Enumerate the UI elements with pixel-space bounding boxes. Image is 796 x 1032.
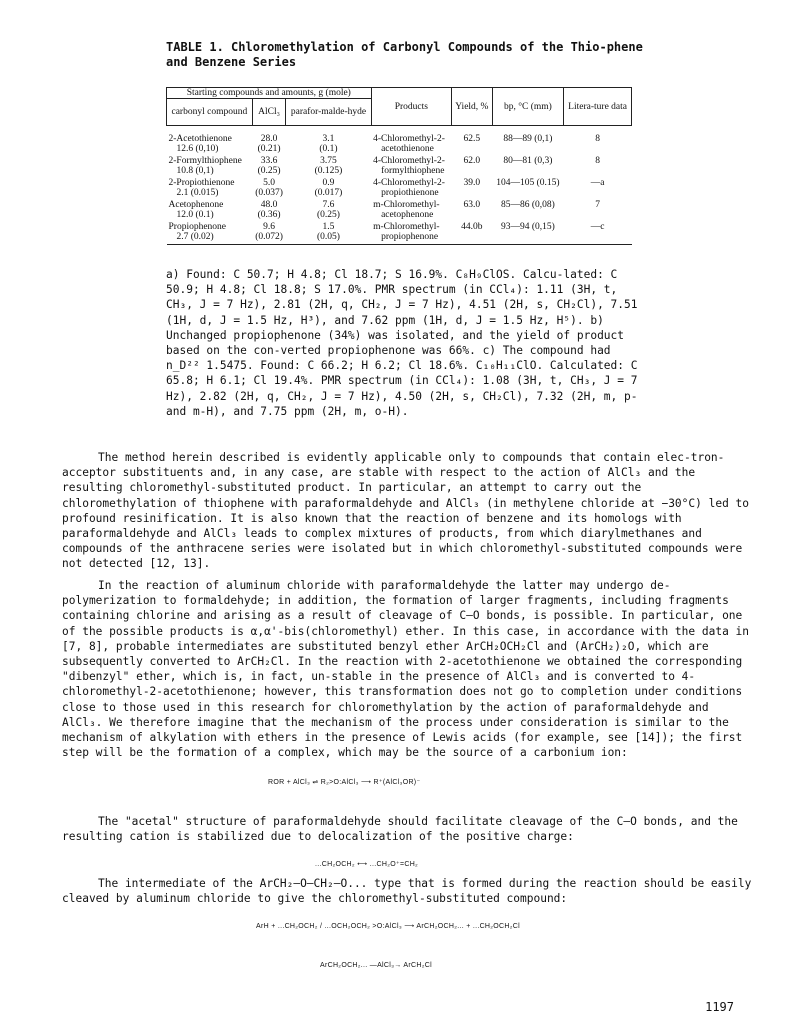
product-name-cont: formylthiophene: [381, 166, 445, 176]
alcl3-amount: 28.0: [260, 134, 278, 144]
product-name: m-Chloromethyl-: [373, 222, 440, 232]
paraform-mole: (0.25): [317, 210, 340, 220]
paragraph-text: In the reaction of aluminum chloride with paraformaldehyde the latter may undergo de-polymerization to formaldehyde; in addition, the formation of larger fragments, including fragments containing chlorine and arising as a result of cleavage of C—O bonds, is possible. In particular, one of the possible products is α,α'-bis(chloromethyl) ether. In this case, in accordance with the data in [7, 8], probable intermediates are substituted benzyl ether ArCH₂OCH₂Cl and (ArCH₂)₂O, which are subsequently converted to ArCH₂Cl. In the reaction with 2-acetothienone we obtained the corresponding "dibenzyl" ether, which is, in fact, un-stable in the presence of AlCl₃ and is converted to 4-chloromethyl-2-acetothienone; however, this transformation does not go to completion under conditions close to those used in this research for chloromethylation by the action of paraformaldehyde and AlCl₃. We therefore imagine that the mechanism of the process under consideration is similar to the mechanism of alkylation with ethers in the presence of Lewis acids (for example, see [14]); the first step will be the formation of a complex, which may be the source of a carbonium ion:: [62, 579, 750, 760]
compound-amount: 2.1 (0.015): [176, 188, 219, 198]
bp-value: 80—81 (0,3): [503, 156, 553, 166]
starting-compounds-header: Starting compounds and amounts, g (mole): [167, 88, 372, 99]
literature-value: —c: [564, 220, 632, 245]
table-row: [167, 198, 632, 220]
product-name: m-Chloromethyl-: [373, 200, 440, 210]
products-header: Products: [371, 88, 451, 126]
literature-value: 8: [595, 134, 600, 144]
alcl3-mole: (0.072): [255, 232, 283, 242]
bp-value: 104—105 (0.15): [496, 178, 560, 188]
yield-value: 63.0: [463, 200, 481, 210]
bp-value: 93—94 (0,15): [492, 220, 564, 245]
alcl3-amount: 5.0: [263, 178, 275, 188]
literature-header: Litera-ture data: [564, 88, 632, 126]
compound-amount: 12.6 (0,10): [176, 144, 219, 154]
table-footnotes: [166, 267, 646, 419]
paragraph-method: [62, 450, 752, 572]
compound-name: Acetophenone: [168, 200, 224, 210]
equation-chloromethyl: ArCH₂OCH₂... —AlCl₃→ ArCH₂Cl: [320, 962, 432, 969]
table-caption: TABLE 1. Chloromethylation of Carbonyl Compounds of the Thio-phene and Benzene Series: [166, 40, 643, 69]
paragraph-text: The "acetal" structure of paraformaldehyde should facilitate cleavage of the C—O bonds, and the resulting cation is stabilized due to delocalization of the positive charge:: [62, 815, 738, 844]
product-name-cont: propiophenone: [381, 232, 439, 242]
compound-name: 2-Propiothienone: [168, 178, 235, 188]
compound-amount: 2.7 (0.02): [176, 232, 214, 242]
bp-header: bp, °C (mm): [492, 88, 564, 126]
yield-value: 39.0: [463, 178, 481, 188]
paraform-amount: 1.5: [322, 222, 335, 232]
table-row: [167, 176, 632, 198]
equation-cleavage: ArH + ...CH₂OCH₂ / ...OCH₂OCH₂ >O:AlCl₃ ⟶ ArCH₂OCH₂... + ...CH₂OCH₂Cl: [256, 923, 520, 930]
bp-value: 85—86 (0,08): [500, 200, 555, 210]
paraform-mole: (0.125): [314, 166, 343, 176]
table-row: [167, 126, 632, 155]
compound-name: 2-Formylthiophene: [168, 156, 242, 166]
literature-value: —a: [590, 178, 605, 188]
alcl3-mole: (0.25): [257, 166, 281, 176]
equation-delocalization: ...CH₂OCH₂ ⟷ ...CH₂O⁺=CH₂: [315, 861, 419, 868]
product-name-cont: acetothienone: [381, 144, 434, 154]
compound-amount: 10.8 (0,1): [176, 166, 214, 176]
results-table: [166, 87, 632, 245]
paragraph-intermediate: [62, 876, 752, 906]
equation-complex: ROR + AlCl₃ ⇌ R₂>O:AlCl₃ ⟶ R⁺(AlCl₃OR)⁻: [268, 779, 421, 786]
alcl3-amount: 48.0: [260, 200, 278, 210]
paragraph-acetal: [62, 814, 752, 844]
alcl3-amount: 33.6: [260, 156, 278, 166]
product-name: 4-Chloromethyl-2-: [373, 178, 445, 188]
carbonyl-header: carbonyl compound: [167, 99, 253, 126]
bp-value: 88—89 (0,1): [503, 134, 553, 144]
table-row: [167, 154, 632, 176]
paragraph-text: The intermediate of the ArCH₂—O—CH₂—O... type that is formed during the reaction should be easily cleaved by aluminum chloride to give the chloromethyl-substituted compound:: [62, 877, 752, 906]
product-name-cont: propiothienone: [381, 188, 439, 198]
paraform-header: parafor-malde-hyde: [286, 99, 371, 126]
paragraph-mechanism: [62, 578, 752, 760]
paraform-mole: (0.017): [314, 188, 343, 198]
product-name-cont: acetophenone: [381, 210, 434, 220]
product-name: 4-Chloromethyl-2-: [373, 156, 445, 166]
alcl3-mole: (0.21): [257, 144, 281, 154]
yield-value: 62.5: [463, 134, 481, 144]
paraform-amount: 3.1: [322, 134, 335, 144]
compound-amount: 12.0 (0.1): [176, 210, 214, 220]
compound-name: Propiophenone: [168, 222, 227, 232]
yield-value: 44.0b: [452, 220, 493, 245]
paraform-mole: (0.05): [317, 232, 340, 242]
footnote-text: a) Found: C 50.7; H 4.8; Cl 18.7; S 16.9%. C₈H₉ClOS. Calcu-lated: C 50.9; H 4.8; Cl 18.8; S 17.0%. PMR spectrum (in CCl₄): 1.11 (3H, t, CH₃, J = 7 Hz), 2.81 (2H, q, CH₂, J = 7 Hz), 4.51 (2H, s, CH₂Cl), 7.51 (1H, d, J = 1.5 Hz, H³), and 7.62 ppm (1H, d, J = 1.5 Hz, H⁵). b) Unchanged propiophenone (34%) was isolated, and the yield of product based on the con-verted propiophenone was 66%. c) The compound had n_D²² 1.5475. Found: C 66.2; H 6.2; Cl 18.6%. C₁₀H₁₁ClO. Calculated: C 65.8; H 6.1; Cl 19.4%. PMR spectrum (in CCl₄): 1.08 (3H, t, CH₃, J = 7 Hz), 2.82 (2H, q, CH₂, J = 7 Hz), 4.50 (2H, s, CH₂Cl), 7.32 (2H, m, p- and m-H), and 7.75 ppm (2H, m, o-H).: [166, 268, 638, 418]
alcl3-header: AlCl₃: [252, 99, 286, 126]
page-number: 1197: [705, 1000, 734, 1014]
paragraph-text: The method herein described is evidently applicable only to compounds that contain elec-tron-acceptor substituents and, in any case, are stable with respect to the action of AlCl₃ and the resulting chloromethyl-substituted product. In particular, an attempt to carry out the chloromethylation of thiophene with paraformaldehyde and AlCl₃ (in methylene chloride at −30°C) led to profound resinification. It is also known that the reaction of benzene and its homologs with paraformaldehyde and AlCl₃ leads to complex mixtures of products, from which diarylmethanes and compounds of the anthracene series were isolated but in which chloromethyl-substituted compounds were not detected [12, 13].: [62, 451, 750, 571]
paraform-amount: 7.6: [322, 200, 335, 210]
yield-header: Yield, %: [452, 88, 493, 126]
table-row: [167, 220, 632, 245]
alcl3-mole: (0.36): [257, 210, 281, 220]
literature-value: 7: [595, 200, 600, 210]
paraform-amount: 0.9: [322, 178, 335, 188]
compound-name: 2-Acetothienone: [168, 134, 232, 144]
alcl3-amount: 9.6: [263, 222, 275, 232]
yield-value: 62.0: [463, 156, 481, 166]
paraform-mole: (0.1): [319, 144, 338, 154]
literature-value: 8: [595, 156, 600, 166]
alcl3-mole: (0.037): [255, 188, 283, 198]
product-name: 4-Chloromethyl-2-: [373, 134, 445, 144]
paraform-amount: 3.75: [320, 156, 337, 166]
